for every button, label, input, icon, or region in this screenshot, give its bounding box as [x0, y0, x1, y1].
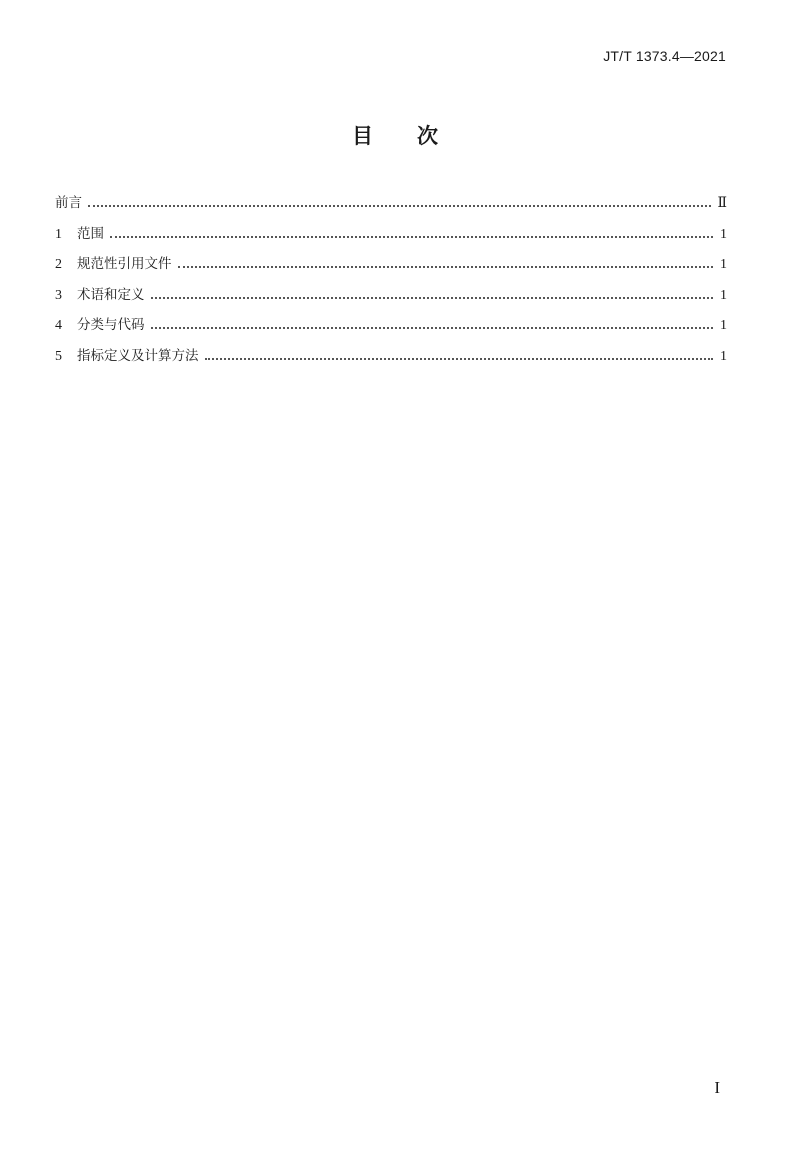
- toc-entry-number: 5: [55, 348, 62, 364]
- toc-entry-number: 4: [55, 318, 62, 333]
- toc-leader-dots: [205, 358, 714, 360]
- toc-leader-dots: [88, 205, 711, 207]
- toc-entry-page: 1: [720, 318, 727, 333]
- toc-entry-label: 范围: [77, 225, 104, 242]
- toc-entry-indicator-definitions[interactable]: [55, 346, 727, 377]
- toc-entry-page: 1: [720, 348, 727, 364]
- toc-leader-dots: [178, 266, 714, 268]
- table-of-contents: [55, 193, 727, 376]
- toc-entry-page: 1: [720, 257, 727, 272]
- toc-entry-label: 术语和定义: [77, 286, 145, 303]
- page-number: I: [714, 1078, 720, 1097]
- toc-entry-label: 分类与代码: [77, 317, 145, 333]
- document-code: JT/T 1373.4—2021: [603, 48, 726, 64]
- toc-entry-label: 规范性引用文件: [77, 256, 172, 272]
- toc-entry-number: 1: [55, 226, 62, 242]
- toc-leader-dots: [151, 327, 714, 329]
- toc-entry-page: 1: [720, 226, 727, 242]
- toc-leader-dots: [110, 236, 713, 238]
- toc-entry-label: 指标定义及计算方法: [77, 347, 199, 364]
- toc-entry-scope[interactable]: [55, 224, 727, 255]
- toc-entry-page: 1: [720, 287, 727, 303]
- toc-entry-classification-codes[interactable]: [55, 315, 727, 346]
- toc-entry-page: Ⅱ: [717, 196, 727, 211]
- toc-leader-dots: [151, 297, 714, 299]
- toc-entry-terms-definitions[interactable]: [55, 285, 727, 316]
- page-title: 目次: [352, 124, 482, 148]
- toc-entry-label: 前言: [55, 195, 82, 211]
- toc-entry-number: 2: [55, 257, 62, 272]
- toc-entry-foreword[interactable]: [55, 193, 727, 224]
- toc-entry-number: 3: [55, 287, 62, 303]
- toc-entry-normative-references[interactable]: [55, 254, 727, 285]
